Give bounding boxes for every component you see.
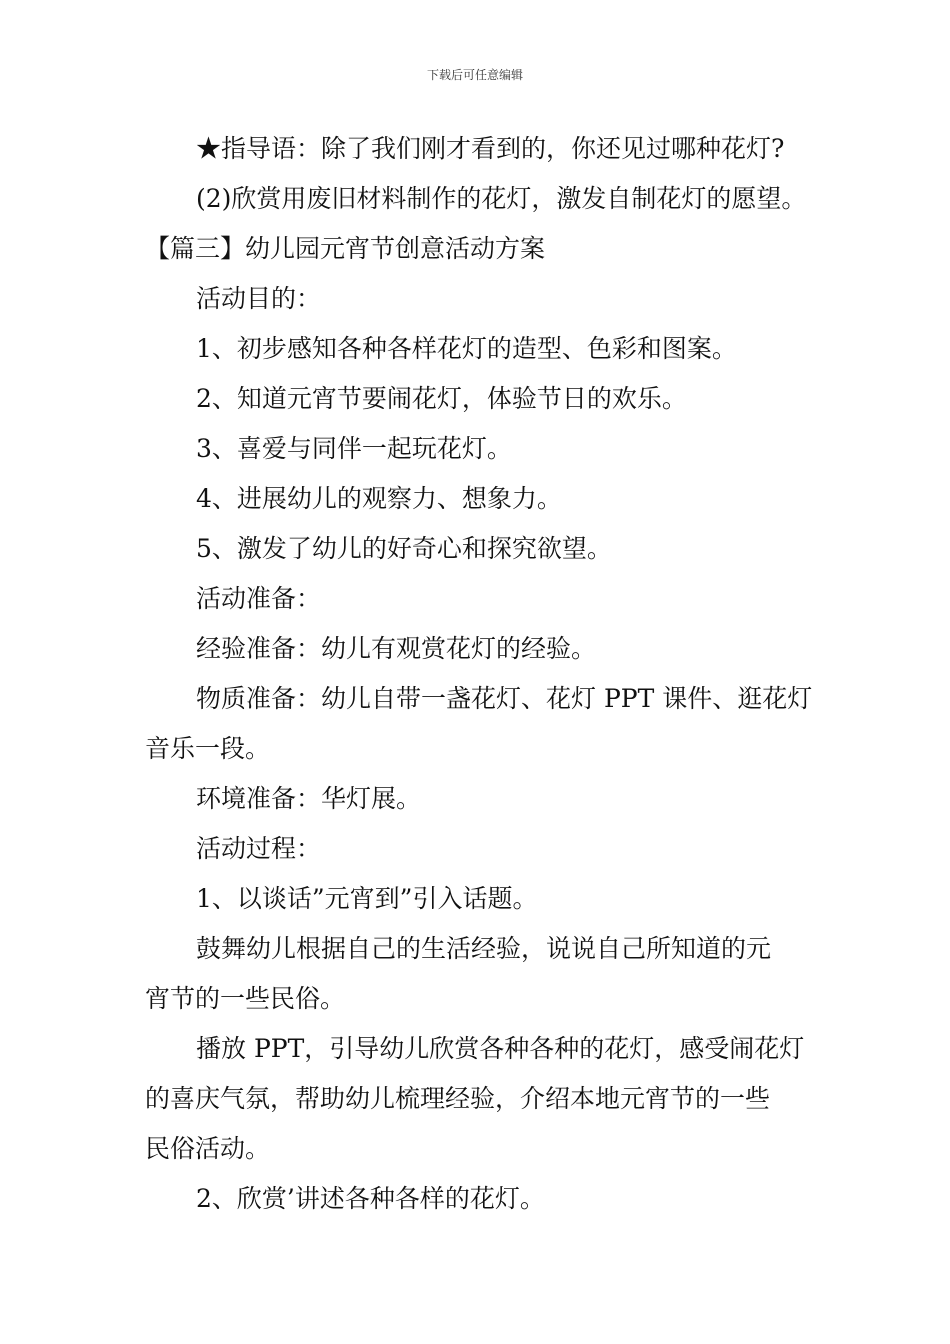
- paragraph-line: 活动目的：: [196, 284, 322, 313]
- paragraph-line: 宵节的一些民俗。: [145, 984, 346, 1013]
- paragraph-line: (2)欣赏用废旧材料制作的花灯，激发自制花灯的愿望。: [196, 184, 807, 213]
- paragraph-line: 音乐一段。: [145, 734, 271, 763]
- paragraph-line: 环境准备：华灯展。: [196, 784, 422, 813]
- paragraph-line: 的喜庆气氛，帮助幼儿梳理经验，介绍本地元宵节的一些: [145, 1084, 771, 1113]
- document-body: [145, 124, 817, 1224]
- paragraph-line: 鼓舞幼儿根据自己的生活经验，说说自己所知道的元: [196, 934, 772, 963]
- list-item: 2、欣赏’讲述各种各样的花灯。: [196, 1184, 545, 1213]
- paragraph-line: 物质准备：幼儿自带一盏花灯、花灯 PPT 课件、逛花灯: [196, 684, 813, 713]
- list-item: 4、进展幼儿的观察力、想象力。: [196, 484, 562, 513]
- list-item: 1、初步感知各种各样花灯的造型、色彩和图案。: [196, 334, 737, 363]
- paragraph-line: 活动过程：: [196, 834, 322, 863]
- list-item: 1、以谈话”元宵到”引入话题。: [196, 884, 538, 913]
- paragraph-line: 播放 PPT，引导幼儿欣赏各种各种的花灯，感受闹花灯: [196, 1034, 805, 1063]
- paragraph-line: 民俗活动。: [145, 1134, 271, 1163]
- page-header-note: 下载后可任意编辑: [426, 68, 523, 82]
- list-item: 5、激发了幼儿的好奇心和探究欲望。: [196, 534, 612, 563]
- list-item: 2、知道元宵节要闹花灯，体验节日的欢乐。: [196, 384, 687, 413]
- list-item: 3、喜爱与同伴一起玩花灯。: [196, 434, 512, 463]
- paragraph-line: 经验准备：幼儿有观赏花灯的经验。: [196, 634, 597, 663]
- paragraph-line: 活动准备：: [196, 584, 322, 613]
- section-heading: 【篇三】幼儿园元宵节创意活动方案: [145, 234, 546, 263]
- paragraph-line: ★指导语：除了我们刚才看到的，你还见过哪种花灯?: [196, 134, 785, 163]
